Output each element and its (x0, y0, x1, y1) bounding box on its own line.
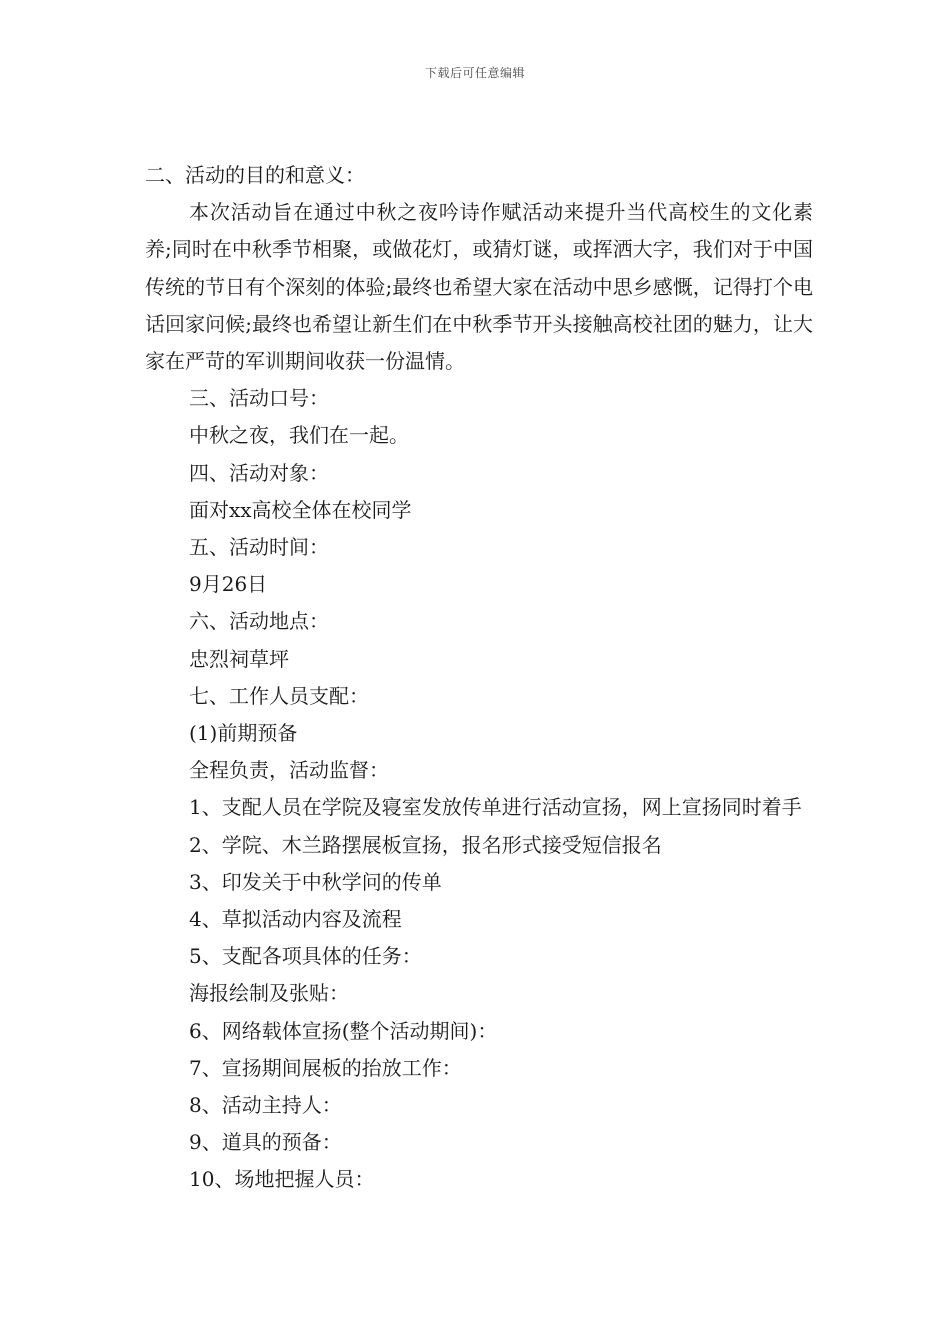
section-3-body: 中秋之夜，我们在一起。 (189, 423, 409, 448)
section-3-title: 三、活动口号： (189, 386, 329, 411)
list-item-7: 7、宣扬期间展板的抬放工作： (189, 1055, 462, 1080)
section-2-paragraph: 本次活动旨在通过中秋之夜吟诗作赋活动来提升当代高校生的文化素养;同时在中秋季节相聚，或做花灯，或猜灯谜，或挥洒大字，我们对于中国传统的节日有个深刻的体验;最终也希望大家在活动中思乡感慨，记得打个电话回家问候;最终也希望让新生们在中秋季节开头接触高校社团的魅力，让大家在严苛的军训期间收获一份温情。 (145, 200, 813, 374)
list-item-10: 10、场地把握人员： (189, 1167, 375, 1192)
section-7-title: 七、工作人员支配： (189, 683, 369, 708)
list-item-1: 1、支配人员在学院及寝室发放传单进行活动宣扬，网上宣扬同时着手 (189, 795, 802, 820)
poster-line: 海报绘制及张贴： (189, 981, 349, 1006)
section-4-title: 四、活动对象： (189, 460, 329, 485)
list-item-4: 4、草拟活动内容及流程 (189, 907, 402, 932)
prep-title: (1)前期预备 (189, 721, 298, 746)
section-6-title: 六、活动地点： (189, 609, 329, 634)
section-6-body: 忠烈祠草坪 (189, 646, 289, 671)
prep-supervise: 全程负责，活动监督： (189, 758, 389, 783)
section-5-title: 五、活动时间： (189, 535, 329, 560)
section-4-body: 面对xx高校全体在校同学 (189, 497, 412, 522)
list-item-6: 6、网络载体宣扬(整个活动期间)： (189, 1018, 498, 1043)
list-item-5: 5、支配各项具体的任务： (189, 944, 422, 969)
page-header: 下载后可任意编辑 (424, 66, 525, 80)
section-5-body: 9月26日 (189, 572, 268, 597)
list-item-9: 9、道具的预备： (189, 1130, 342, 1155)
section-2-title: 二、活动的目的和意义： (145, 163, 365, 187)
document-body (145, 157, 813, 1199)
list-item-8: 8、活动主持人： (189, 1093, 342, 1118)
list-item-2: 2、学院、木兰路摆展板宣扬，报名形式接受短信报名 (189, 832, 662, 857)
list-item-3: 3、印发关于中秋学问的传单 (189, 869, 442, 894)
